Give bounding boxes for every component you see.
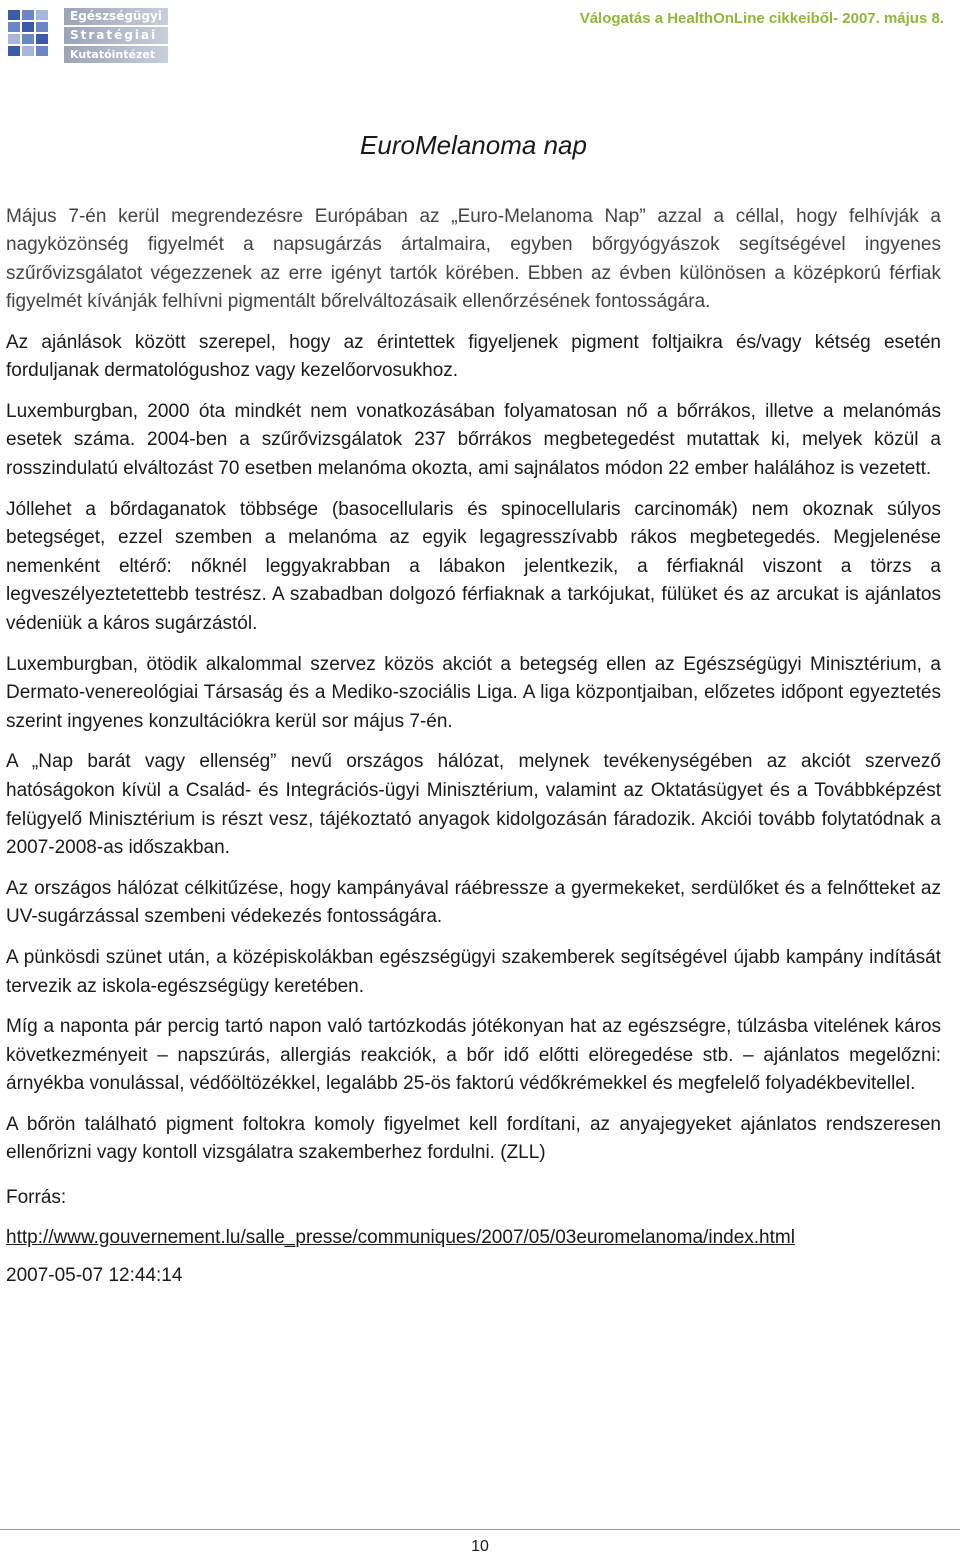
source-label: Forrás: — [6, 1187, 67, 1209]
timestamp: 2007-05-07 12:44:14 — [6, 1265, 183, 1287]
source-link[interactable]: http://www.gouvernement.lu/salle_presse/communiques/2007/05/03euromelanoma/index.html — [6, 1227, 795, 1249]
page-header — [0, 0, 960, 70]
paragraph-4: Jóllehet a bőrdaganatok többsége (basocellularis és spinocellularis carcinomák) nem okoznak súlyos betegséget, ezzel szemben a melanóma az egyik legagresszívabb rákos megbetegedés. Megjelenése nemenként eltérő: nőknél leggyakrabban a lábakon jelentkezik, a férfiaknál viszont a törzs a legveszélyeztetettebb testrész. A szabadban dolgozó férfiaknak a tarkójukat, fülüket és az arcukat is ajánlatos védeniük a káros sugárzástól. — [6, 498, 941, 634]
paragraph-10: A bőrön található pigment foltokra komoly figyelmet kell fordítani, az anyajegyeket ajánlatos rendszeresen ellenőrizni vagy kontoll vizsgálatra szakemberhez fordulni. (ZLL) — [6, 1113, 941, 1164]
paragraph-1: Május 7-én kerül megrendezésre Európában az „Euro-Melanoma Nap” azzal a céllal, hogy felhívják a nagyközönség figyelmét a napsugárzás ártalmaira, egyben bőrgyógyászok segítségével ingyenes szűrővizsgálatot végezzenek az erre igényt tartók körében. Ebben az évben különösen a középkorú férfiak figyelmét kívánják felhívni pigmentált bőrelváltozásaik ellenőrzésének fontosságára. — [6, 206, 941, 313]
header-title: Válogatás a HealthOnLine cikkeiből- 2007. május 8. — [579, 10, 944, 27]
paragraph-8: A pünkösdi szünet után, a középiskolákban egészségügyi szakemberek segítségével újabb kampány indítását tervezik az iskola-egészségügy keretében. — [6, 946, 941, 997]
logo-emblem-icon — [6, 6, 58, 64]
logo-line-3: Kutatóintézet — [64, 46, 168, 63]
paragraph-6: A „Nap barát vagy ellenség” nevű országos hálózat, melynek tevékenységében az akciót szervező hatóságokon kívül a Család- és Integrációs-ügyi Minisztérium, valamint az Oktatásügyet és a Továbbképzést felügyelő Minisztérium is részt vesz, tájékoztató anyagok kidolgozásán fáradozik. Akciói tovább folytatódnak a 2007-2008-as időszakban. — [6, 751, 941, 859]
paragraph-3: Luxemburgban, 2000 óta mindkét nem vonatkozásában folyamatosan nő a bőrrákos, illetve a melanómás esetek száma. 2004-ben a szűrővizsgálatok 237 bőrrákos megbetegedést mutattak ki, melyek közül a rosszindulatú elváltozást 70 esetben melanóma okozta, ami sajnálatos módon 22 ember halálához is vezetett. — [6, 400, 941, 479]
logo-line-2: Stratégiai — [64, 27, 168, 44]
footer-divider — [0, 1529, 960, 1530]
logo-line-1: Egészségügyi — [64, 8, 168, 25]
article-title: EuroMelanoma nap — [360, 130, 587, 160]
page-number: 10 — [471, 1538, 489, 1555]
logo-text — [64, 8, 168, 65]
article — [6, 130, 941, 1290]
paragraph-7: Az országos hálózat célkitűzése, hogy kampányával ráébressze a gyermekeket, serdülőket és a felnőtteket az UV-sugárzással szembeni védekezés fontosságára. — [6, 877, 941, 928]
paragraph-5: Luxemburgban, ötödik alkalommal szervez közös akciót a betegség ellen az Egészségügyi Minisztérium, a Dermato-venereológiai Társaság és a Mediko-szociális Liga. A liga központjaiban, előzetes időpont egyeztetés szerint ingyenes konzultációkra kerül sor május 7-én. — [6, 653, 941, 732]
paragraph-9: Míg a naponta pár percig tartó napon való tartózkodás jótékonyan hat az egészségre, túlzásba vitelének káros következményeit – napszúrás, allergiás reakciók, a bőr idő előtti elöregedése stb. – ajánlatos megelőzni: árnyékba vonulással, védőöltözékkel, legalább 25-ös faktorú védőkrémekkel és megfelelő folyadékbevitellel. — [6, 1016, 941, 1095]
paragraph-2: Az ajánlások között szerepel, hogy az érintettek figyeljenek pigment foltjaikra és/vagy kétség esetén forduljanak dermatológushoz vagy kezelőorvosukhoz. — [6, 331, 941, 382]
institute-logo — [6, 6, 166, 64]
